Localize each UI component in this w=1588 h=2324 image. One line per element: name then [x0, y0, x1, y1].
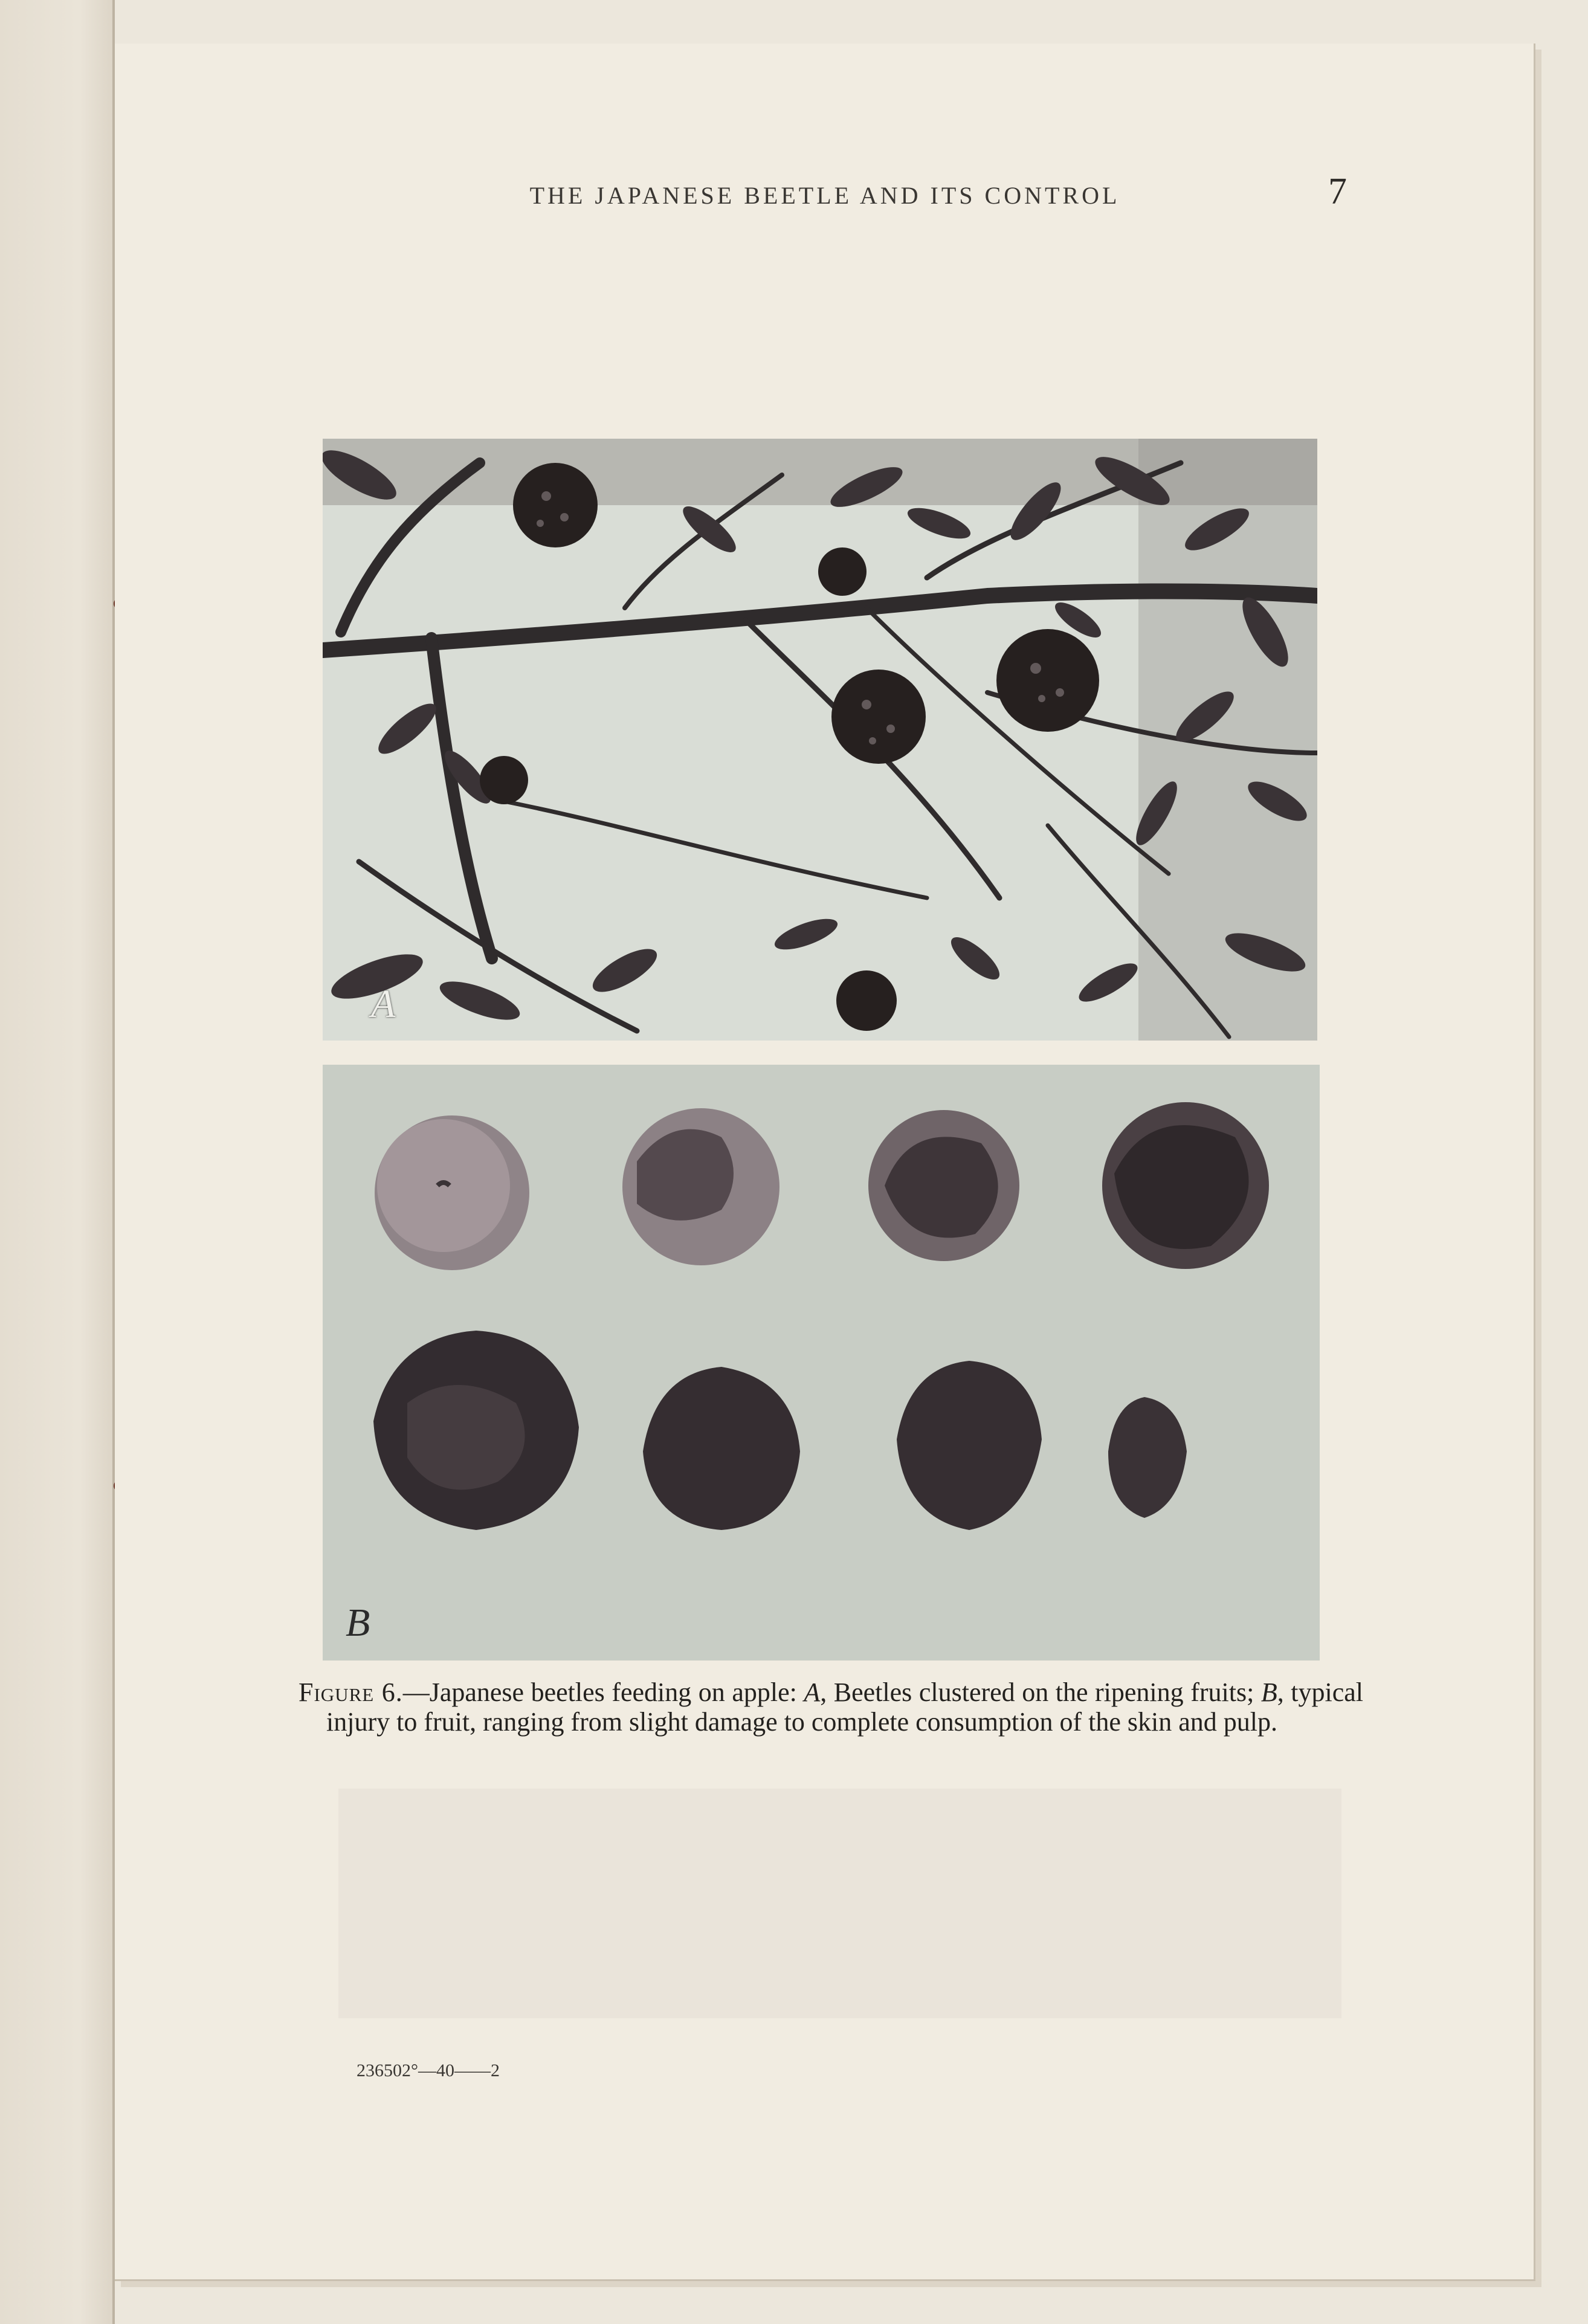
photo-injured-apples	[323, 1065, 1320, 1661]
caption-ref-b: B	[1260, 1677, 1277, 1707]
facing-page-edge	[0, 0, 114, 2324]
caption-text-2: , Beetles clustered on the ripening fruits;	[820, 1677, 1261, 1707]
caption-paragraph	[299, 1677, 1363, 1737]
print-serial-number: 236502°—40——2	[357, 2061, 500, 2080]
caption-ref-a: A	[804, 1677, 821, 1707]
photo-beetles-on-branch	[323, 439, 1317, 1041]
caption-text-3: , typical injury to fruit, ranging from slight damage to complete consumption of the skin and pulp.	[326, 1677, 1364, 1737]
figure-caption	[299, 1677, 1363, 1737]
running-head: THE JAPANESE BEETLE AND ITS CONTROL	[529, 182, 1120, 209]
caption-figure-label: Figure 6.	[299, 1677, 403, 1707]
apples-photo-illustration	[323, 1065, 1320, 1661]
caption-text-1: —Japanese beetles feeding on apple:	[402, 1677, 804, 1707]
page-number: 7	[1328, 171, 1347, 212]
branch-photo-illustration	[323, 439, 1317, 1041]
show-through-shadow	[338, 1789, 1341, 2018]
plate-label-a: A	[371, 982, 396, 1026]
plate-label-b: B	[346, 1601, 370, 1645]
